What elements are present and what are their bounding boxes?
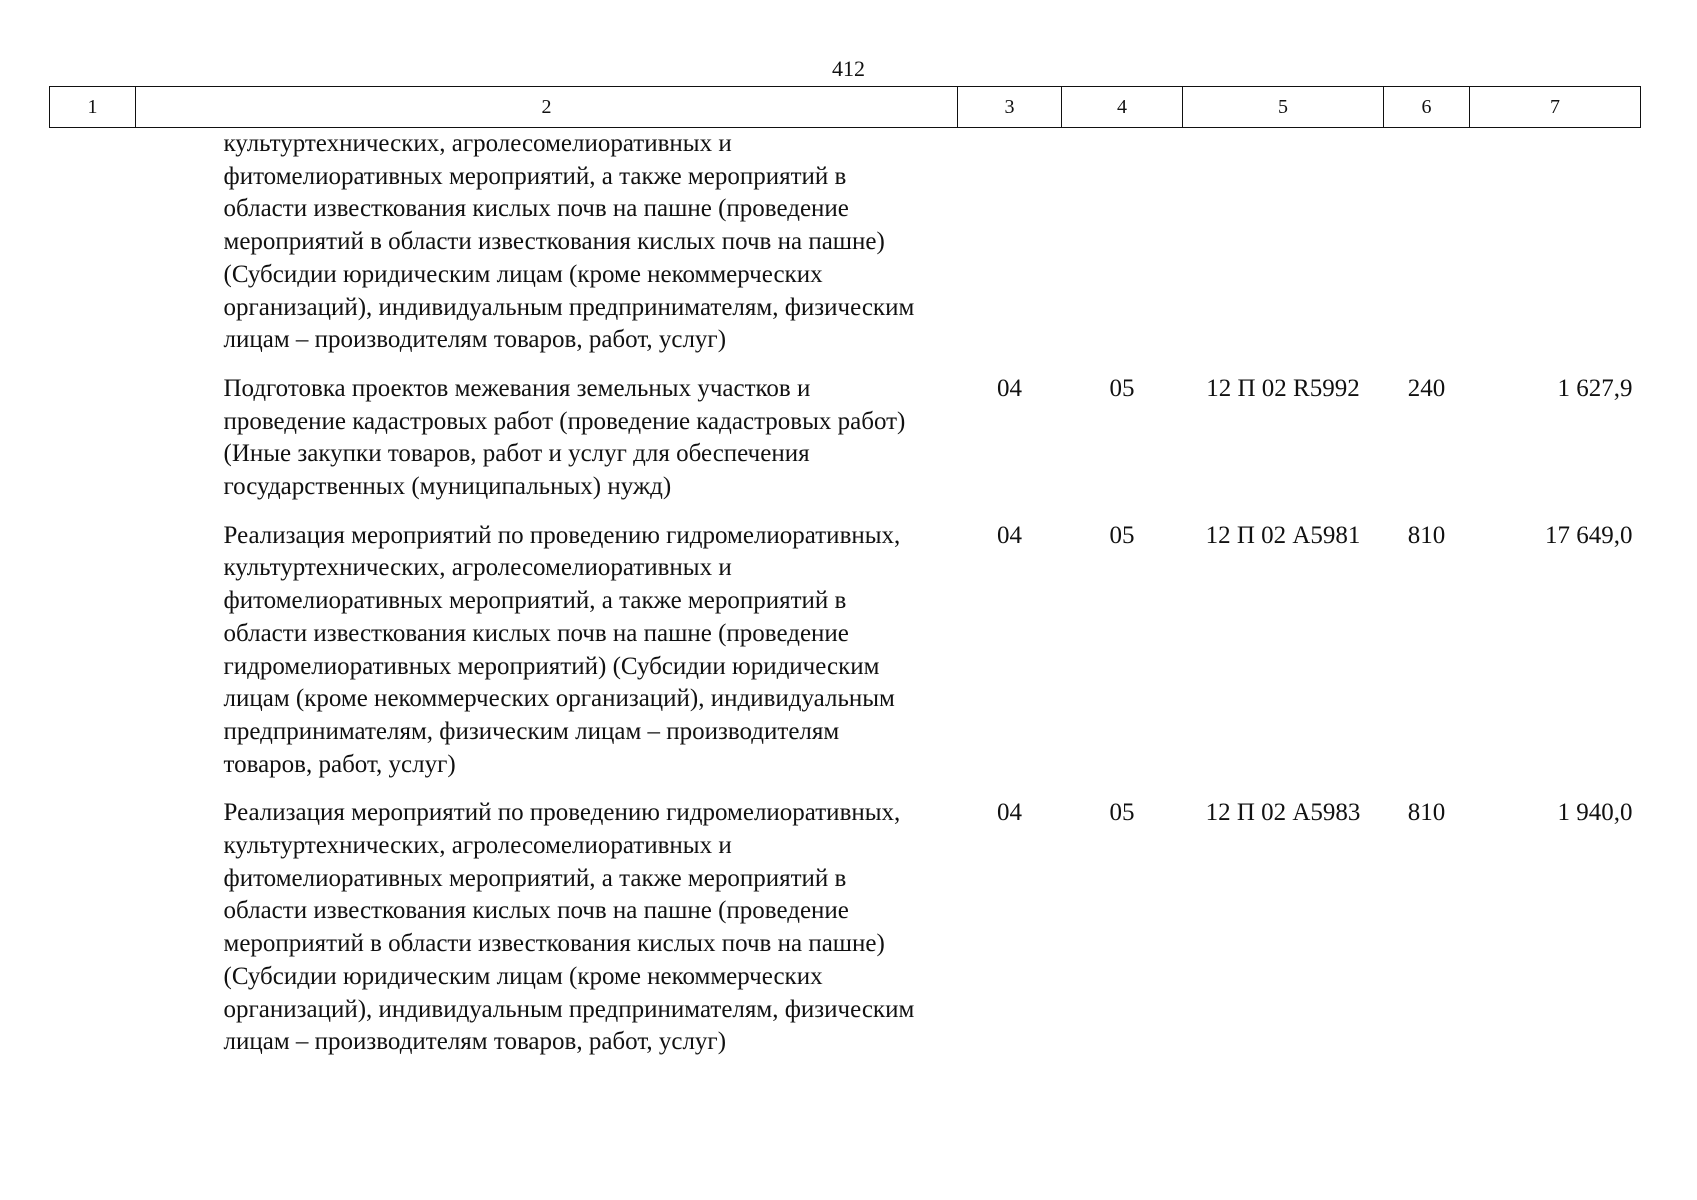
header-row xyxy=(50,87,1641,128)
cell-target-article: 12 П 02 А5981 xyxy=(1205,521,1361,549)
description-line: организаций), индивидуальным предпринимателям, физическим xyxy=(223,293,915,321)
description-line: фитомелиоративных мероприятий, а также мероприятий в xyxy=(223,162,847,190)
table-row xyxy=(50,128,1641,357)
description-line: лицам – производителям товаров, работ, услуг) xyxy=(223,326,727,354)
column-header-2: 2 xyxy=(136,87,958,128)
description-line: культуртехнических, агролесомелиоративных и xyxy=(223,832,732,860)
description-line: культуртехнических, агролесомелиоративных и xyxy=(223,554,732,582)
column-header-7: 7 xyxy=(1470,87,1641,128)
cell-description xyxy=(136,781,958,1059)
cell-section xyxy=(958,128,1062,357)
description-line: лицам (кроме некоммерческих организаций), индивидуальным xyxy=(223,685,895,713)
column-header-6: 6 xyxy=(1384,87,1470,128)
description-line: области известкования кислых почв на пашне (проведение xyxy=(223,619,849,647)
description-line: (Субсидии юридическим лицам (кроме некоммерческих xyxy=(223,260,823,288)
cell-target-article xyxy=(1183,128,1384,357)
description-line: организаций), индивидуальным предпринимателям, физическим xyxy=(223,995,915,1023)
description-line: товаров, работ, услуг) xyxy=(223,750,456,778)
cell-expense-type: 810 xyxy=(1407,799,1446,827)
description-line: (Иные закупки товаров, работ и услуг для обеспечения xyxy=(223,440,810,468)
description-line: предпринимателям, физическим лицам – производителям xyxy=(223,717,840,745)
cell-expense-type xyxy=(1384,128,1470,357)
cell-description xyxy=(136,504,958,782)
cell-section: 04 xyxy=(997,521,1022,549)
cell-subsection: 05 xyxy=(1109,799,1135,827)
description-line: государственных (муниципальных) нужд) xyxy=(223,473,672,501)
column-header-3: 3 xyxy=(958,87,1062,128)
column-header-1: 1 xyxy=(50,87,136,128)
cell-col1 xyxy=(50,504,136,782)
page-number xyxy=(0,56,1697,82)
cell-amount xyxy=(1470,128,1641,357)
cell-subsection xyxy=(1062,128,1183,357)
cell-subsection: 05 xyxy=(1109,374,1135,402)
cell-col1 xyxy=(50,781,136,1059)
cell-amount: 1 627,9 xyxy=(1557,374,1633,402)
cell-section: 04 xyxy=(997,374,1022,402)
description-line: мероприятий в области известкования кислых почв на пашне) xyxy=(223,930,885,958)
table-row xyxy=(50,781,1641,1059)
cell-col1 xyxy=(50,128,136,357)
page-number-text: 412 xyxy=(832,56,865,81)
cell-description xyxy=(136,357,958,504)
description-line: фитомелиоративных мероприятий, а также мероприятий в xyxy=(223,864,847,892)
cell-target-article: 12 П 02 А5983 xyxy=(1205,799,1361,827)
description-line: (Субсидии юридическим лицам (кроме некоммерческих xyxy=(223,962,823,990)
cell-description xyxy=(136,128,958,357)
table-row xyxy=(50,357,1641,504)
description-line: фитомелиоративных мероприятий, а также мероприятий в xyxy=(223,587,847,615)
description-line: Реализация мероприятий по проведению гидромелиоративных, xyxy=(223,799,901,827)
budget-table xyxy=(49,86,1641,1059)
cell-amount: 17 649,0 xyxy=(1545,521,1633,549)
description-line: Реализация мероприятий по проведению гидромелиоративных, xyxy=(223,521,901,549)
description-line: мероприятий в области известкования кислых почв на пашне) xyxy=(223,228,885,256)
cell-section: 04 xyxy=(997,799,1022,827)
column-header-4: 4 xyxy=(1062,87,1183,128)
cell-subsection: 05 xyxy=(1109,521,1135,549)
description-line: проведение кадастровых работ (проведение кадастровых работ) xyxy=(223,407,906,435)
description-line: Подготовка проектов межевания земельных участков и xyxy=(223,374,811,402)
cell-col1 xyxy=(50,357,136,504)
table-body xyxy=(50,128,1641,1059)
table-row xyxy=(50,504,1641,782)
cell-amount: 1 940,0 xyxy=(1557,799,1633,827)
description-line: культуртехнических, агролесомелиоративных и xyxy=(223,130,732,157)
description-line: гидромелиоративных мероприятий) (Субсидии юридическим xyxy=(223,652,880,680)
description-line: области известкования кислых почв на пашне (проведение xyxy=(223,897,849,925)
cell-target-article: 12 П 02 R5992 xyxy=(1206,374,1360,402)
cell-expense-type: 240 xyxy=(1407,374,1446,402)
description-line: области известкования кислых почв на пашне (проведение xyxy=(223,195,849,223)
column-header-5: 5 xyxy=(1183,87,1384,128)
cell-expense-type: 810 xyxy=(1407,521,1446,549)
table-header xyxy=(50,87,1641,128)
description-line: лицам – производителям товаров, работ, услуг) xyxy=(223,1028,727,1056)
